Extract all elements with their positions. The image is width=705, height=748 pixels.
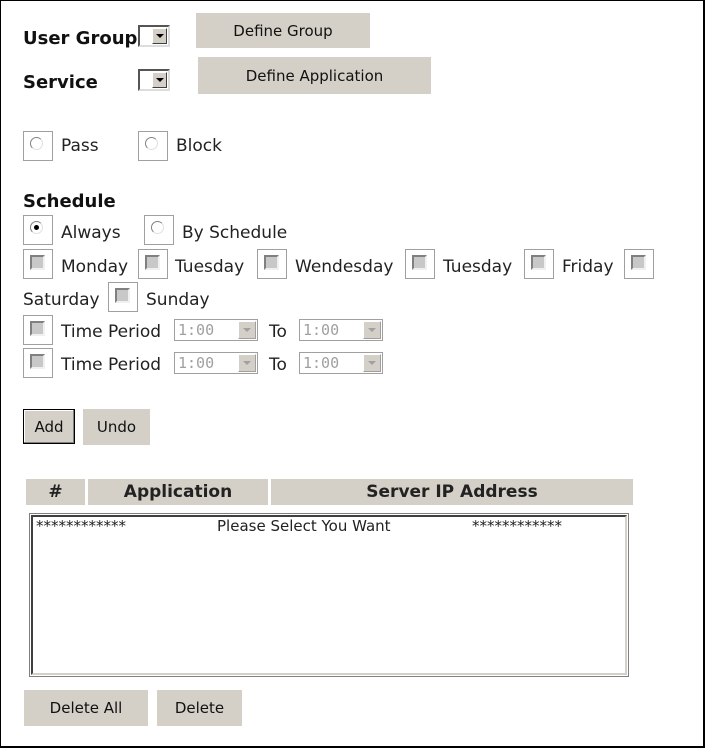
day-label-thursday: Tuesday — [443, 257, 513, 277]
user-group-select[interactable] — [138, 25, 170, 47]
tuesday-checkbox[interactable] — [138, 249, 168, 279]
day-label-friday: Friday — [562, 257, 614, 277]
time-period-2-to-value: 1:00 — [303, 354, 340, 372]
sunday-checkbox[interactable] — [108, 282, 138, 312]
block-radio[interactable] — [138, 131, 168, 161]
list-item-prompt: Please Select You Want — [217, 517, 391, 535]
list-item-right: ************ — [472, 517, 562, 535]
day-label-tuesday: Tuesday — [175, 257, 245, 277]
wednesday-checkbox[interactable] — [257, 249, 287, 279]
table-header-server-ip: Server IP Address — [271, 479, 633, 505]
chevron-down-icon — [152, 72, 167, 88]
time-period-2-to-label: To — [269, 355, 287, 375]
define-application-button[interactable]: Define Application — [198, 57, 431, 94]
chevron-down-icon — [363, 321, 381, 339]
always-label: Always — [61, 223, 121, 243]
day-label-wednesday: Wendesday — [295, 257, 394, 277]
delete-all-button[interactable]: Delete All — [24, 690, 148, 726]
table-header-index: # — [26, 479, 85, 505]
friday-checkbox[interactable] — [524, 249, 554, 279]
day-label-monday: Monday — [61, 257, 129, 277]
pass-label: Pass — [61, 136, 99, 156]
time-period-1-label: Time Period — [61, 322, 162, 342]
saturday-checkbox[interactable] — [624, 249, 654, 279]
time-period-1-to-value: 1:00 — [303, 321, 340, 339]
time-period-2-from-select[interactable] — [174, 352, 258, 374]
time-period-1-from-select[interactable] — [174, 319, 258, 341]
list-item-left: ************ — [36, 517, 126, 535]
time-period-2-from-value: 1:00 — [178, 354, 215, 372]
application-list[interactable] — [29, 513, 629, 677]
chevron-down-icon — [363, 354, 381, 372]
table-header-application: Application — [88, 479, 268, 505]
chevron-down-icon — [238, 321, 256, 339]
pass-radio[interactable] — [23, 131, 53, 161]
by-schedule-radio[interactable] — [144, 215, 174, 245]
time-period-1-from-value: 1:00 — [178, 321, 215, 339]
day-label-saturday: Saturday — [23, 290, 100, 310]
block-label: Block — [176, 136, 222, 156]
undo-button[interactable]: Undo — [83, 409, 150, 445]
chevron-down-icon — [238, 354, 256, 372]
delete-button[interactable]: Delete — [157, 690, 242, 726]
time-period-1-to-select[interactable] — [299, 319, 383, 341]
schedule-heading: Schedule — [23, 191, 116, 212]
time-period-1-to-label: To — [269, 322, 287, 342]
by-schedule-label: By Schedule — [182, 223, 288, 243]
service-label: Service — [23, 72, 98, 93]
monday-checkbox[interactable] — [23, 249, 53, 279]
day-label-sunday: Sunday — [146, 290, 210, 310]
thursday-checkbox[interactable] — [405, 249, 435, 279]
add-button[interactable]: Add — [23, 409, 75, 444]
always-radio[interactable] — [23, 215, 53, 245]
time-period-2-to-select[interactable] — [299, 352, 383, 374]
chevron-down-icon — [152, 28, 167, 44]
time-period-2-label: Time Period — [61, 355, 162, 375]
service-select[interactable] — [138, 69, 170, 91]
user-group-label: User Group — [23, 28, 138, 49]
define-group-button[interactable]: Define Group — [196, 13, 370, 48]
time-period-2-checkbox[interactable] — [23, 348, 53, 378]
time-period-1-checkbox[interactable] — [23, 315, 53, 345]
